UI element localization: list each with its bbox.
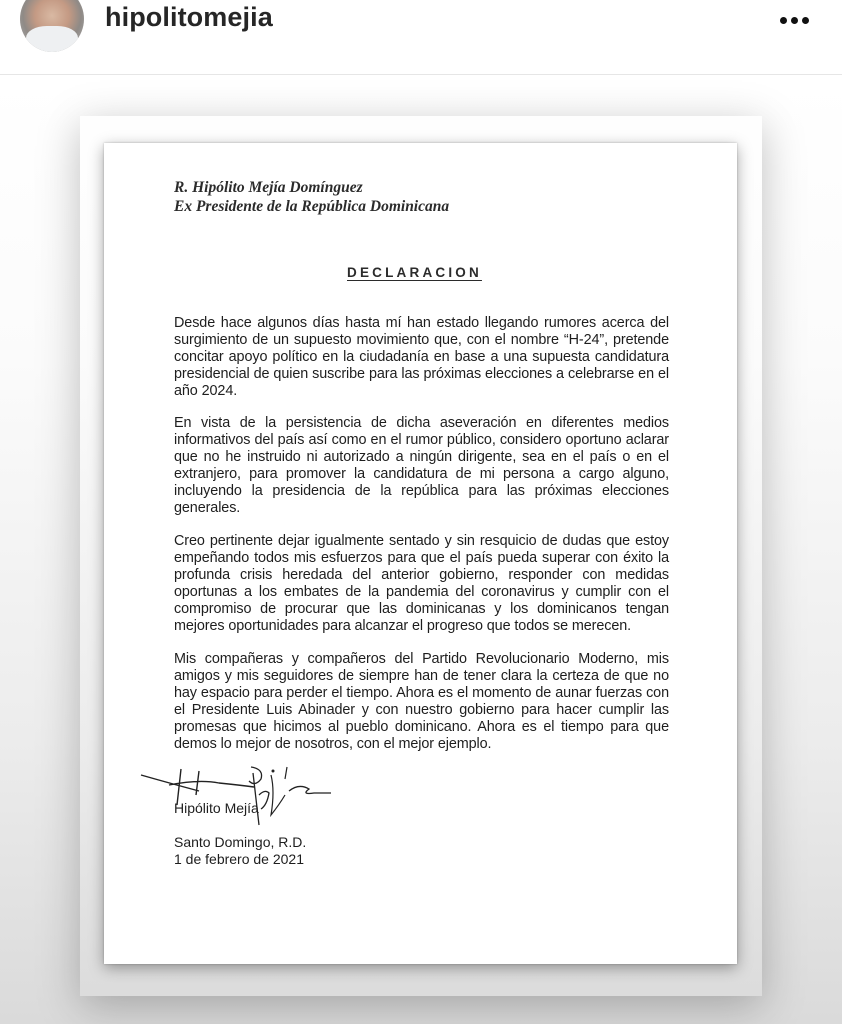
place: Santo Domingo, R.D. [174,834,307,850]
more-dot [802,17,809,24]
avatar[interactable] [20,0,84,52]
paragraph: Mis compañeras y compañeros del Partido Revolucionario Moderno, mis amigos y mis seguidores de siempre han de tener clara la certeza de que no hay espacio para perder el tiempo. Ahora es el momento de aunar fuerzas con el Presidente Luis Abinader y con nuestro gobierno para hacer cumplir las promesas que hicimos al pueblo dominicano. Ahora es el tiempo para que demos lo mejor de nosotros, con el mejor ejemplo. [174,651,669,752]
more-dot [780,17,787,24]
paragraph: Creo pertinente dejar igualmente sentado y sin resquicio de dudas que estoy empeñando todos mis esfuerzos para que el país pueda superar con éxito la profunda crisis heredada del anterior gobierno, responder con medidas oportunas a los embates de la pandemia del coronavirus y cumplir con el compromiso de procurar que las dominicanas y los dominicanos tengan mejores oportunidades para alcanzar el progreso que todos se merecen. [174,533,669,634]
paragraph: Desde hace algunos días hasta mí han estado llegando rumores acerca del surgimiento de un supuesto movimiento que, con el nombre “H-24”, pretende concitar apoyo político en la ciudadanía en base a una supuesta candidatura presidencial de quien suscribe para las próximas elecciones a celebrarse en el año 2024. [174,315,669,399]
more-dot [791,17,798,24]
letter-document [104,143,737,964]
signer-name: Hipólito Mejía [174,800,259,816]
date: 1 de febrero de 2021 [174,851,304,867]
avatar-shirt [26,26,78,52]
post-image[interactable] [0,76,842,1024]
declaration-heading: DECLARACION [347,265,482,280]
username-link[interactable]: hipolitomejia [105,2,273,32]
place-date [174,834,306,868]
letterhead-name: R. Hipólito Mejía Domínguez [174,179,363,196]
post-header [0,0,842,75]
letterhead [174,178,449,216]
more-options-icon[interactable] [780,14,814,26]
paragraph: En vista de la persistencia de dicha aseveración en diferentes medios informativos del país así como en el rumor público, considero oportuno aclarar que no he instruido ni autorizado a ningún dirigente, sea en el país o en el extranjero, para promover la candidatura de mi persona a cargo alguno, incluyendo la presidencia de la república para las próximas elecciones generales. [174,415,669,516]
letterhead-title: Ex Presidente de la República Dominicana [174,198,450,215]
